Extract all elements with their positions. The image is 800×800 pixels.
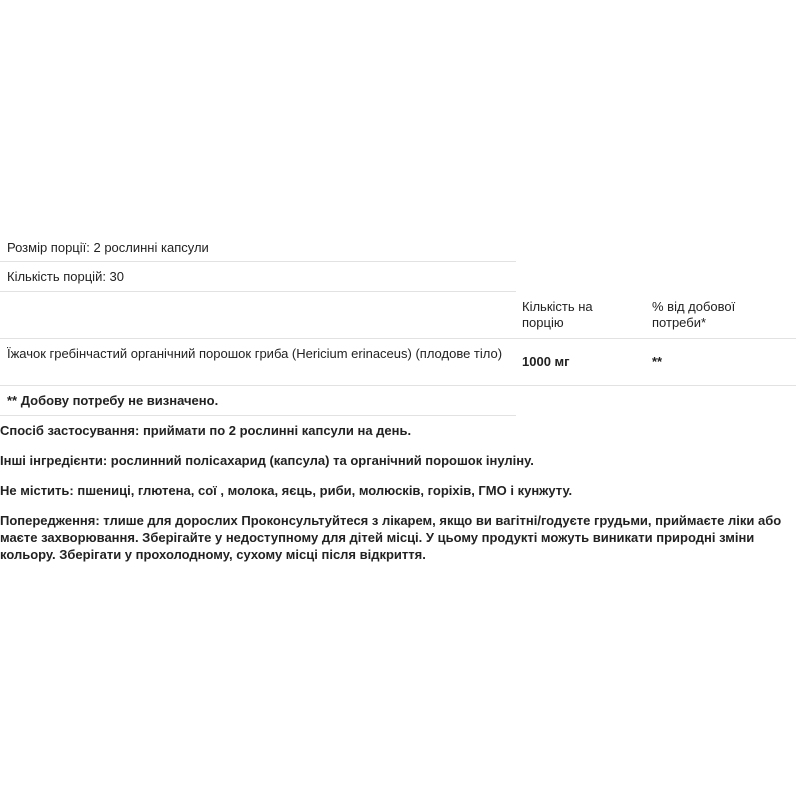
servings-per-container-row bbox=[0, 262, 516, 292]
amount-per-serving-header: Кількість на порцію bbox=[522, 299, 593, 330]
table-header-row bbox=[0, 292, 796, 339]
daily-value-header: % від добової потреби* bbox=[652, 299, 736, 330]
warning-text: Попередження: тлише для дорослих Проконсультуйтеся з лікарем, якщо ви вагітні/годуєте грудьми, приймаєте ліки або маєте захворювання. Зберігайте у недоступному для дітей місці. У цьому продукті можуть виникати природні зміни кольору. Зберігати у прохолодному, сухому місці після відкриття. bbox=[0, 513, 782, 562]
footnote-row bbox=[0, 386, 516, 416]
ingredient-amount: 1000 мг bbox=[522, 354, 570, 369]
ingredient-name: Їжачок гребінчастий органічний порошок гриба (Hericium erinaceus) (плодове тіло) bbox=[7, 346, 503, 361]
ingredient-daily-value: ** bbox=[652, 354, 663, 369]
serving-size-row bbox=[0, 233, 516, 262]
footnote-text: ** Добову потребу не визначено. bbox=[7, 393, 219, 408]
product-notes bbox=[0, 422, 790, 576]
ingredient-row bbox=[0, 339, 796, 386]
serving-size-text: Розмір порції: 2 рослинні капсули bbox=[7, 240, 209, 255]
servings-per-container-text: Кількість порцій: 30 bbox=[7, 269, 125, 284]
supplement-facts-table bbox=[0, 233, 800, 416]
free-of-text: Не містить: пшениці, глютена, сої , молока, яєць, риби, молюсків, горіхів, ГМО і кунжуту. bbox=[0, 483, 573, 498]
usage-text: Спосіб застосування: приймати по 2 рослинні капсули на день. bbox=[0, 423, 412, 438]
other-ingredients-text: Інші інгредієнти: рослинний полісахарид (капсула) та органічний порошок інуліну. bbox=[0, 453, 534, 468]
